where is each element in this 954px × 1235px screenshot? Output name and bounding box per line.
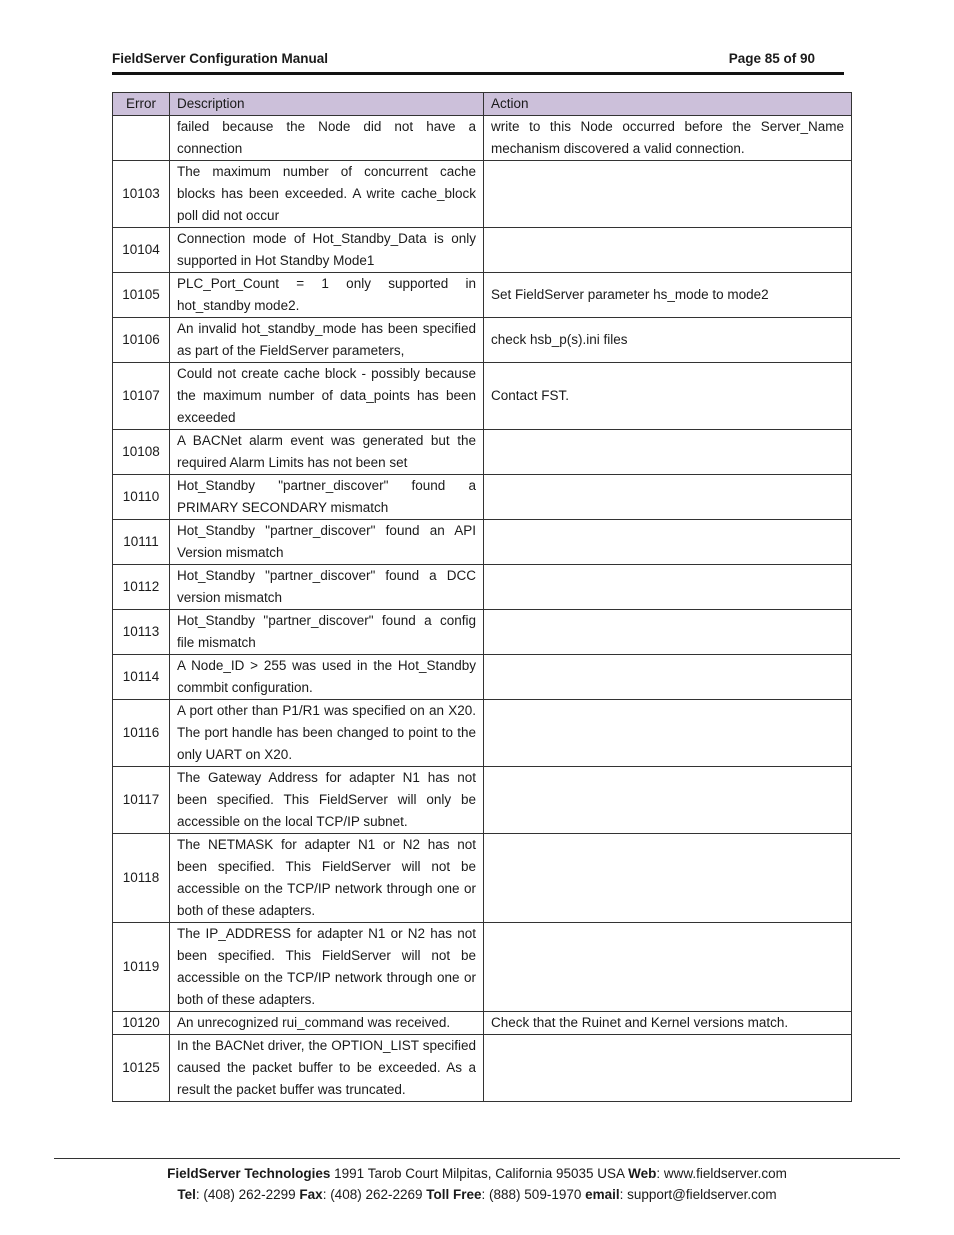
description-cell: Hot_Standby "partner_discover" found a PRIMARY SECONDARY mismatch [170,475,484,520]
error-code-cell: 10114 [113,655,170,700]
action-cell [484,610,852,655]
error-code-cell: 10120 [113,1012,170,1035]
action-cell [484,655,852,700]
error-code-cell: 10116 [113,700,170,767]
description-cell: Hot_Standby "partner_discover" found a config file mismatch [170,610,484,655]
error-code-cell: 10104 [113,228,170,273]
page-footer [54,1163,900,1205]
footer-company: FieldServer Technologies [167,1166,331,1181]
description-cell: The Gateway Address for adapter N1 has not been specified. This FieldServer will only be accessible on the local TCP/IP subnet. [170,767,484,834]
column-header-error: Error [113,93,170,116]
error-code-cell: 10118 [113,834,170,923]
header-divider [112,72,844,75]
footer-email-value: : support@fieldserver.com [619,1187,777,1202]
footer-address: 1991 Tarob Court Milpitas, California 95035 USA [330,1166,629,1181]
error-code-cell: 10112 [113,565,170,610]
error-code-cell: 10119 [113,923,170,1012]
table-row [113,767,852,834]
footer-tollfree-value: : (888) 509-1970 [481,1187,586,1202]
description-cell: Connection mode of Hot_Standby_Data is only supported in Hot Standby Mode1 [170,228,484,273]
footer-fax-label: Fax [299,1187,323,1202]
footer-line-1 [54,1163,900,1184]
action-cell [484,475,852,520]
footer-fax-value: : (408) 262-2269 [322,1187,427,1202]
error-code-cell: 10107 [113,363,170,430]
action-cell: Set FieldServer parameter hs_mode to mode2 [484,273,852,318]
footer-email-label: email [585,1187,620,1202]
description-cell: An unrecognized rui_command was received. [170,1012,484,1035]
table-row [113,430,852,475]
table-row [113,610,852,655]
action-cell [484,700,852,767]
table-row [113,116,852,161]
description-cell: An invalid hot_standby_mode has been specified as part of the FieldServer parameters, [170,318,484,363]
description-cell: failed because the Node did not have a connection [170,116,484,161]
table-row [113,363,852,430]
action-cell: check hsb_p(s).ini files [484,318,852,363]
column-header-action: Action [484,93,852,116]
description-cell: The NETMASK for adapter N1 or N2 has not been specified. This FieldServer will not be accessible on the TCP/IP network through one or both of these adapters. [170,834,484,923]
action-cell [484,228,852,273]
page-header [112,49,843,69]
error-code-cell: 10103 [113,161,170,228]
error-code-cell: 10111 [113,520,170,565]
action-cell [484,520,852,565]
table-row [113,565,852,610]
footer-web-label: Web [628,1166,657,1181]
action-cell: Contact FST. [484,363,852,430]
table-row [113,520,852,565]
action-cell [484,1035,852,1102]
error-code-cell: 10110 [113,475,170,520]
error-code-cell: 10108 [113,430,170,475]
footer-line-2 [54,1184,900,1205]
table-row [113,1012,852,1035]
table-row [113,475,852,520]
action-cell: write to this Node occurred before the Server_Name mechanism discovered a valid connection. [484,116,852,161]
error-code-cell: 10105 [113,273,170,318]
table-row [113,834,852,923]
error-code-cell: 10125 [113,1035,170,1102]
description-cell: A BACNet alarm event was generated but the required Alarm Limits has not been set [170,430,484,475]
table-row [113,923,852,1012]
table-row [113,655,852,700]
description-cell: A port other than P1/R1 was specified on an X20. The port handle has been changed to point to the only UART on X20. [170,700,484,767]
error-table [112,92,852,1102]
action-cell [484,923,852,1012]
footer-divider [54,1158,900,1159]
table-row [113,228,852,273]
page-number: Page 85 of 90 [728,51,815,66]
error-code-cell: 10106 [113,318,170,363]
description-cell: The maximum number of concurrent cache blocks has been exceeded. A write cache_block poll did not occur [170,161,484,228]
action-cell [484,767,852,834]
description-cell: A Node_ID > 255 was used in the Hot_Standby commbit configuration. [170,655,484,700]
manual-title: FieldServer Configuration Manual [112,51,329,66]
description-cell: The IP_ADDRESS for adapter N1 or N2 has not been specified. This FieldServer will not be accessible on the TCP/IP network through one or both of these adapters. [170,923,484,1012]
description-cell: Hot_Standby "partner_discover" found an API Version mismatch [170,520,484,565]
description-cell: PLC_Port_Count = 1 only supported in hot_standby mode2. [170,273,484,318]
table-row [113,700,852,767]
table-row [113,318,852,363]
action-cell [484,161,852,228]
action-cell [484,834,852,923]
table-header-row [113,93,852,116]
table-row [113,273,852,318]
action-cell [484,430,852,475]
footer-tel-value: : (408) 262-2299 [195,1187,300,1202]
footer-tel-label: Tel [177,1187,196,1202]
table-row [113,1035,852,1102]
error-code-cell: 10113 [113,610,170,655]
footer-web-value: : www.fieldserver.com [656,1166,787,1181]
description-cell: Hot_Standby "partner_discover" found a DCC version mismatch [170,565,484,610]
table-row [113,161,852,228]
footer-tollfree-label: Toll Free [426,1187,482,1202]
column-header-description: Description [170,93,484,116]
description-cell: Could not create cache block - possibly because the maximum number of data_points has been exceeded [170,363,484,430]
error-code-cell [113,116,170,161]
table-body [113,116,852,1102]
description-cell: In the BACNet driver, the OPTION_LIST specified caused the packet buffer to be exceeded. As a result the packet buffer was truncated. [170,1035,484,1102]
error-code-cell: 10117 [113,767,170,834]
action-cell [484,565,852,610]
action-cell: Check that the Ruinet and Kernel versions match. [484,1012,852,1035]
